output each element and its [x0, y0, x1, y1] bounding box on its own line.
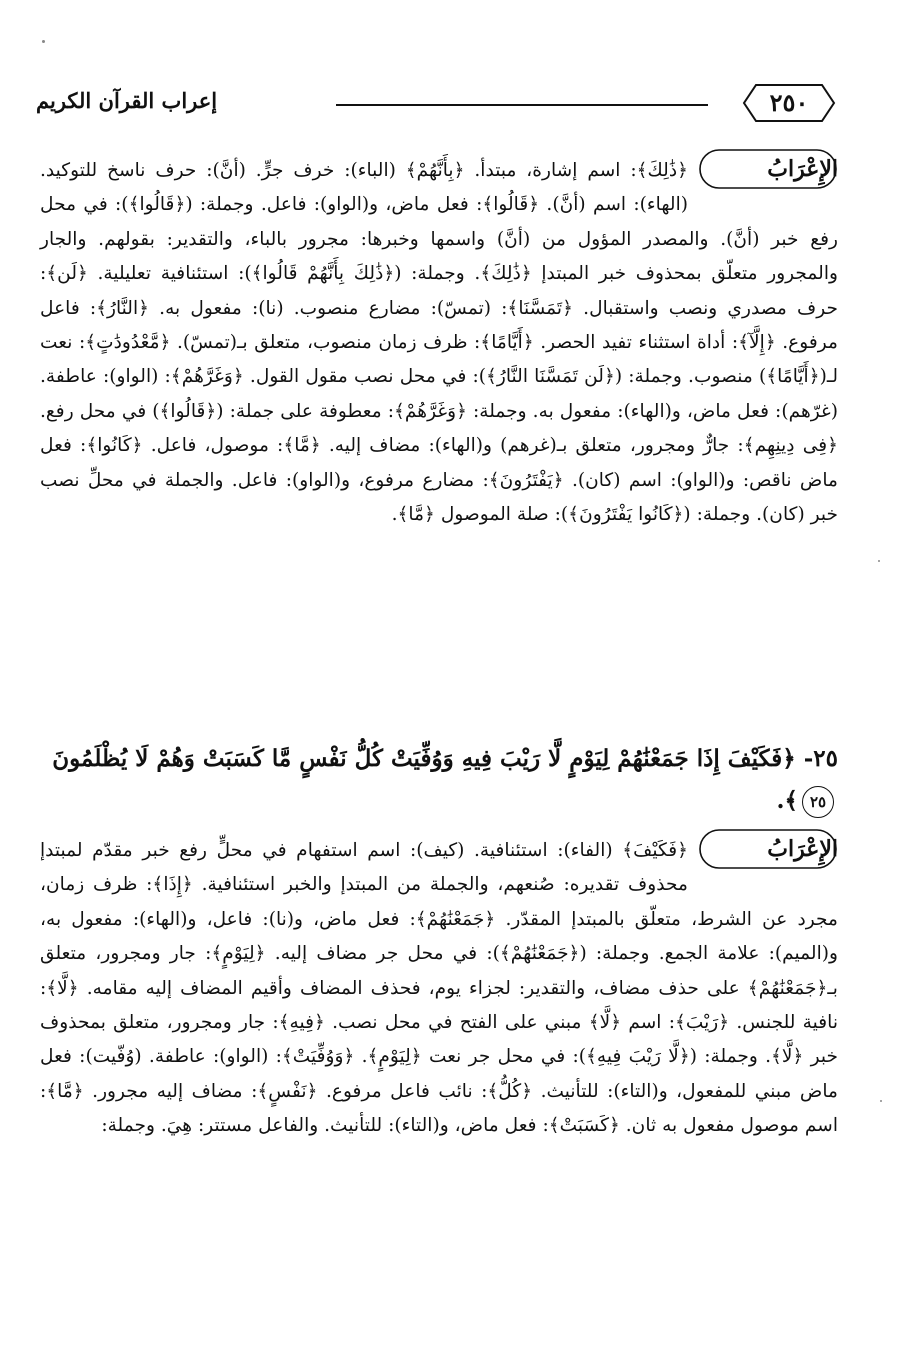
irab-badge-label: الإِعْرَابُ [767, 836, 838, 862]
page-number-badge [742, 82, 836, 124]
irab-block-2 [40, 834, 838, 1144]
page-number: ٢٥٠ [769, 88, 809, 117]
irab-text: ﴿فَكَيْفَ﴾ (الفاء): استئنافية. (كيف): اسم استفهام في محلٍّ رفع خبر مقدّم لمبتدإ محذوف تقديره: صُنعهم، والجملة من المبتدإ والخبر استئنافية. ﴿إِذَا﴾: ظرف زمان، مجرد عن الشرط، متعلّق بالمبتدإ المقدّر. ﴿جَمَعْنَٰهُمْ﴾: فعل ماض، و(نا): فاعل، و(الهاء): مفعول به، و(الميم): علامة الجمع. وجملة: (﴿جَمَعْنَٰهُمْ﴾): في محل جر مضاف إليه. ﴿لِيَوْمٍ﴾: جار ومجرور، متعلق بـ﴿جَمَعْنَٰهُمْ﴾ على حذف مضاف، والتقدير: لجزاء يوم، فحذف المضاف وأقيم المضاف إليه مقامه. ﴿لَّا﴾: نافية للجنس. ﴿رَيْبَ﴾: اسم ﴿لَّا﴾ مبني على الفتح في محل نصب. ﴿فِيهِ﴾: جار ومجرور، متعلق بمحذوف خبر ﴿لَّا﴾. وجملة: (﴿لَّا رَيْبَ فِيهِ﴾): في محل جر نعت ﴿لِيَوْمٍ﴾. ﴿وَوُفِّيَتْ﴾: (الواو): عاطفة. (وُفّيت): فعل ماض مبني للمفعول، و(التاء): للتأنيث. ﴿كُلُّ﴾: نائب فاعل مرفوع. ﴿نَفْسٍ﴾: مضاف إليه مجرور. ﴿مَّا﴾: اسم موصول مفعول به ثان. ﴿كَسَبَتْ﴾: فعل ماض، و(التاء): للتأنيث. والفاعل مستتر: هِيَ. وجملة: [40, 840, 838, 1137]
irab-text: ﴿ذَٰلِكَ﴾: اسم إشارة، مبتدأ. ﴿بِأَنَّهُمْ﴾ (الباء): خرف جرٍّ. (أنَّ): حرف ناسخ للتوكيد. (الهاء): اسم (أنَّ). ﴿قَالُوا﴾: فعل ماض، و(الواو): فاعل. وجملة: (﴿قَالُوا﴾): في محل رفع خبر (أنَّ). والمصدر المؤول من (أنَّ) واسمها وخبرها: مجرور بالباء، والتقدير: بقولهم. والجار والمجرور متعلّق بمحذوف خبر المبتدإ ﴿ذَٰلِكَ﴾. وجملة: (﴿ذَٰلِكَ بِأَنَّهُمْ قَالُوا﴾): استئنافية تعليلية. ﴿لَن﴾: حرف مصدري ونصب واستقبال. ﴿تَمَسَّنَا﴾: (تمسّ): مضارع منصوب. (نا): مفعول به. ﴿النَّارُ﴾: فاعل مرفوع. ﴿إِلَّآ﴾: أداة استثناء تفيد الحصر. ﴿أَيَّامًا﴾: ظرف زمان منصوب، متعلق بـ(تمسّ). ﴿مَّعْدُودَٰتٍ﴾: نعت لـ(﴿أَيَّامًا﴾) منصوب. وجملة: (﴿لَن تَمَسَّنَا النَّارُ﴾): في محل نصب مقول القول. ﴿وَغَرَّهُمْ﴾: (الواو): عاطفة. (غرّهم): فعل ماض، و(الهاء): مفعول به. وجملة: ﴿وَغَرَّهُمْ﴾: معطوفة على جملة: (﴿قَالُوا﴾) في محل رفع. ﴿فِى دِينِهِم﴾: جارٌّ ومجرور، متعلق بـ(غرهم) و(الهاء): مضاف إليه. ﴿مَّا﴾: موصول، فاعل. ﴿كَانُوا﴾: فعل ماض ناقص: و(الواو): اسم (كان). ﴿يَفْتَرُونَ﴾: مضارع مرفوع، و(الواو): فاعل. والجملة في محلِّ نصب خبر (كان). وجملة: (﴿كَانُوا يَفْتَرُونَ﴾): صلة الموصول ﴿مَّا﴾. [40, 160, 838, 526]
verse-number: ٢٥- [803, 745, 838, 772]
irab-block-1 [40, 154, 838, 532]
header-rule [336, 104, 708, 106]
irab-badge [698, 148, 838, 190]
page-header [36, 82, 836, 128]
irab-badge-label: الإِعْرَابُ [767, 156, 838, 182]
ayah-number-marker: ٢٥ [802, 786, 834, 818]
scan-speck [880, 1100, 882, 1102]
scan-speck [878, 560, 880, 562]
verse-25 [40, 738, 838, 822]
verse-text: ﴿فَكَيْفَ إِذَا جَمَعْنَٰهُمْ لِيَوْمٍ لَّا رَيْبَ فِيهِ وَوُفِّيَتْ كُلُّ نَفْسٍ مَّا كَسَبَتْ وَهُمْ لَا يُظْلَمُونَ [52, 745, 796, 772]
verse-closing: ﴾. [776, 787, 798, 814]
book-title: إعراب القرآن الكريم [36, 88, 218, 113]
scan-speck [42, 40, 45, 43]
irab-badge [698, 828, 838, 870]
